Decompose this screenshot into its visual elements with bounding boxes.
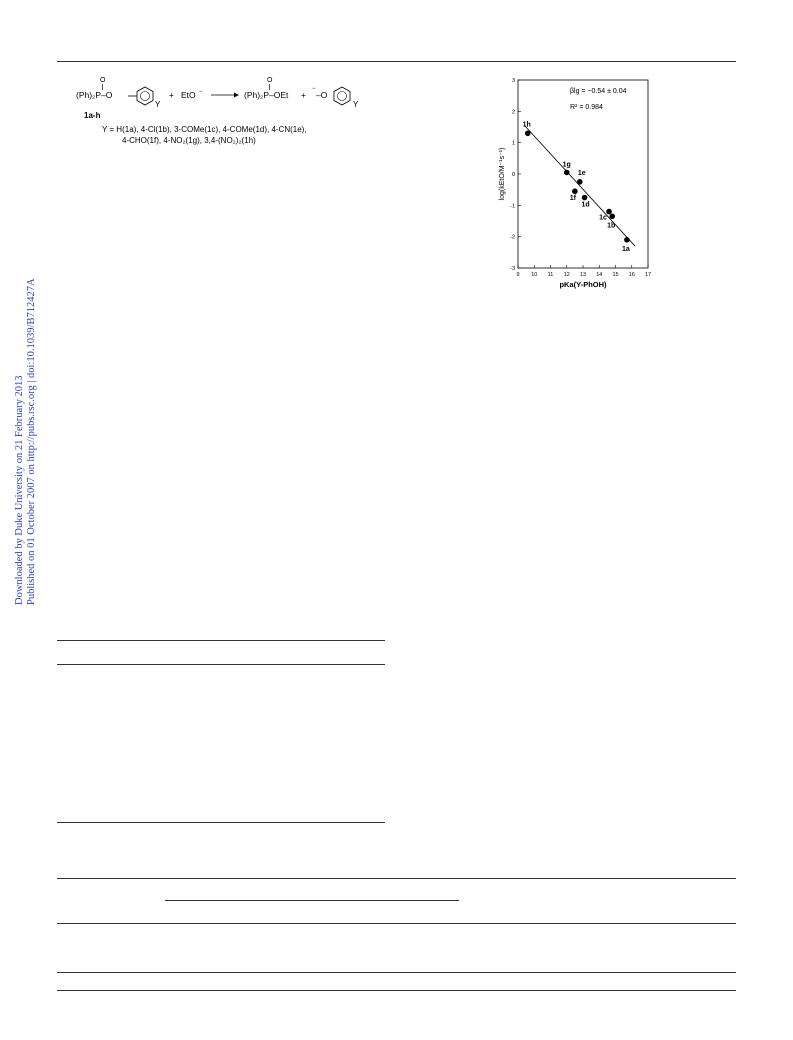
wide-table-bottom-rule	[57, 990, 736, 991]
data-point-1d	[582, 195, 588, 201]
bronsted-plot	[484, 72, 660, 298]
point-label-1g: 1g	[562, 161, 571, 169]
data-point-1h	[525, 130, 531, 136]
published-line: Published on 01 October 2007 on http://pubs.rsc.org | doi:10.1039/B712427A	[26, 278, 37, 605]
product-label: (Ph)₂P–OEt	[244, 90, 289, 100]
y-tick-label: 1	[511, 140, 515, 147]
x-tick-label: 17	[644, 272, 652, 278]
data-point-1f	[572, 188, 578, 194]
x-tick-label: 15	[612, 272, 619, 278]
point-label-1h: 1h	[522, 121, 531, 129]
point-label-1a: 1a	[621, 245, 630, 253]
regression-line	[525, 125, 636, 246]
plus-sign-2: +	[301, 90, 306, 100]
x-tick-label: 16	[628, 272, 635, 278]
product-oxo: O	[267, 77, 273, 84]
y-tick-label: -1	[510, 203, 515, 210]
x-axis	[516, 265, 651, 278]
ethoxide-charge: −	[199, 89, 203, 95]
wide-table-header-rule	[57, 923, 736, 924]
header-rule	[57, 61, 736, 62]
table-bottom-rule	[57, 822, 385, 823]
y-tick-label: 0	[511, 172, 515, 178]
x-tick-label: 14	[596, 272, 603, 278]
beta-annotation: βlg = −0.54 ± 0.04	[570, 88, 627, 95]
data-point-1c	[606, 209, 612, 215]
data-point-1b	[609, 214, 615, 220]
wide-table-footer-rule	[57, 972, 736, 973]
x-tick-label: 10	[531, 272, 538, 278]
data-point-1a	[624, 237, 630, 243]
x-tick-label: 12	[563, 272, 570, 278]
y-axis	[510, 78, 521, 272]
downloaded-line: Downloaded by Duke University on 21 February 2013	[14, 375, 25, 605]
point-label-1e: 1e	[577, 169, 586, 177]
phenoxide-charge: −	[312, 86, 316, 92]
x-tick-label: 13	[579, 272, 587, 278]
wide-table-top-rule	[57, 878, 736, 879]
point-label-1d: 1d	[581, 201, 590, 209]
reactant-oxo: O	[100, 77, 106, 84]
reactant-label: (Ph)₂P–O	[76, 90, 113, 100]
wide-table-span-rule	[165, 900, 459, 901]
leaving-group-phenyl-ring	[334, 87, 350, 105]
reactant-y-label: Y	[155, 100, 161, 109]
reaction-scheme	[72, 74, 372, 154]
point-label-1f: 1f	[569, 195, 576, 203]
point-label-1c: 1c	[599, 214, 607, 222]
x-tick-label: 11	[547, 272, 554, 278]
reactant-phenyl-ring	[137, 87, 153, 105]
y-tick-label: -2	[510, 234, 515, 241]
y-axis-title: log(kEtO/M⁻¹s⁻¹)	[499, 147, 506, 201]
substituent-legend-line-2: 4-CHO(1f), 4-NO₂(1g), 3,4-(NO₂)₂(1h)	[122, 136, 256, 145]
data-point-1e	[577, 179, 583, 185]
reaction-arrowhead	[234, 93, 239, 98]
ethoxide-label: EtO	[181, 90, 196, 100]
plus-sign-1: +	[169, 90, 174, 100]
point-label-1b: 1b	[607, 222, 616, 230]
x-axis-title: pKa(Y-PhOH)	[559, 280, 607, 289]
y-tick-label: -3	[510, 266, 515, 272]
table-top-rule	[57, 640, 385, 641]
watermark-text	[14, 278, 38, 605]
phenoxide-o-label: –O	[316, 90, 328, 100]
y-tick-label: 2	[511, 109, 515, 116]
table-header-rule	[57, 664, 385, 665]
y-tick-label: 3	[511, 78, 515, 84]
download-watermark	[0, 0, 37, 1040]
data-point-1g	[564, 170, 570, 176]
x-tick-label: 9	[516, 272, 520, 278]
leaving-group-y-label: Y	[353, 100, 359, 109]
r-squared-annotation: R² = 0.984	[570, 104, 603, 111]
substituent-legend-line-1: Y = H(1a), 4-Cl(1b), 3-COMe(1c), 4-COMe(1d), 4-CN(1e),	[102, 125, 307, 134]
compound-range-label: 1a-h	[84, 111, 101, 120]
